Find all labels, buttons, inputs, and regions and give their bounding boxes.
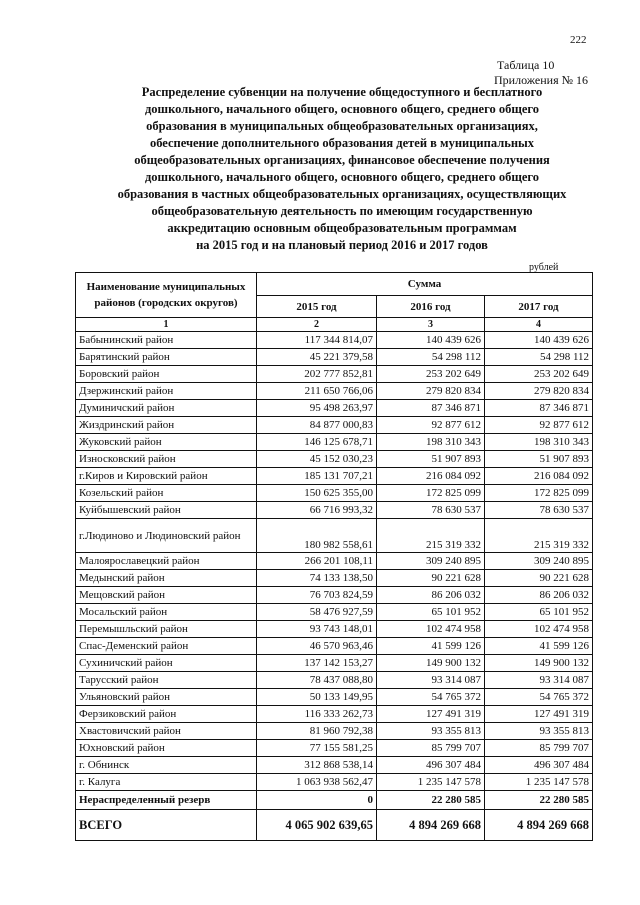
district-name: Жуковский район: [76, 434, 257, 451]
district-name: Мосальский район: [76, 604, 257, 621]
subsidy-distribution-table: [75, 272, 593, 841]
district-name: Боровский район: [76, 366, 257, 383]
amount-2016: 78 630 537: [377, 502, 485, 519]
title-line: на 2015 год и на плановый период 2016 и 2017 годов: [196, 238, 488, 252]
column-header-2015: 2015 год: [257, 296, 377, 318]
column-number-3: 3: [377, 318, 485, 332]
amount-2016: 41 599 126: [377, 638, 485, 655]
amount-2016: 496 307 484: [377, 757, 485, 774]
amount-2016: 309 240 895: [377, 553, 485, 570]
total-name: ВСЕГО: [76, 810, 257, 841]
amount-2017: 85 799 707: [485, 740, 593, 757]
total-2016: 4 894 269 668: [377, 810, 485, 841]
amount-2017: 496 307 484: [485, 757, 593, 774]
amount-2017: 87 346 871: [485, 400, 593, 417]
table-row: [76, 366, 593, 383]
table-row: [76, 468, 593, 485]
table-row: [76, 655, 593, 672]
amount-2017: 102 474 958: [485, 621, 593, 638]
amount-2016: 93 314 087: [377, 672, 485, 689]
table-row: [76, 689, 593, 706]
total-2015: 4 065 902 639,65: [257, 810, 377, 841]
table-row: [76, 604, 593, 621]
amount-2017: 140 439 626: [485, 332, 593, 349]
amount-2015: 117 344 814,07: [257, 332, 377, 349]
amount-2017: 41 599 126: [485, 638, 593, 655]
amount-2015: 81 960 792,38: [257, 723, 377, 740]
amount-2016: 65 101 952: [377, 604, 485, 621]
title-line: обеспечение дополнительного образования детей в муниципальных: [149, 136, 535, 150]
amount-2015: 76 703 824,59: [257, 587, 377, 604]
table-row: [76, 672, 593, 689]
amount-2017: 86 206 032: [485, 587, 593, 604]
district-name: Козельский район: [76, 485, 257, 502]
amount-2016: 86 206 032: [377, 587, 485, 604]
table-row: [76, 349, 593, 366]
title-line: Распределение субвенции на получение общедоступного и бесплатного: [141, 85, 543, 99]
district-name: Износковский район: [76, 451, 257, 468]
column-header-2016: 2016 год: [377, 296, 485, 318]
title-line: общеобразовательных организациях, финансовое обеспечение получения: [134, 153, 550, 167]
total-row: [76, 810, 593, 841]
district-name: Дзержинский район: [76, 383, 257, 400]
district-name: Юхновский район: [76, 740, 257, 757]
amount-2016: 92 877 612: [377, 417, 485, 434]
amount-2015: 50 133 149,95: [257, 689, 377, 706]
total-2017: 4 894 269 668: [485, 810, 593, 841]
amount-2017: 90 221 628: [485, 570, 593, 587]
document-title: [92, 84, 592, 254]
district-name: Барятинский район: [76, 349, 257, 366]
column-number-1: 1: [76, 318, 257, 332]
amount-2015: 146 125 678,71: [257, 434, 377, 451]
district-name: Куйбышевский район: [76, 502, 257, 519]
amount-2016: 149 900 132: [377, 655, 485, 672]
amount-2016: 85 799 707: [377, 740, 485, 757]
table-row: [76, 332, 593, 349]
amount-2017: 215 319 332: [485, 519, 593, 553]
table-row: [76, 553, 593, 570]
district-name: г.Людиново и Людиновский район: [76, 519, 257, 553]
amount-2015: 312 868 538,14: [257, 757, 377, 774]
title-line: дошкольного, начального общего, основного общего, среднего общего: [144, 102, 540, 116]
table-row: [76, 774, 593, 791]
amount-2015: 78 437 088,80: [257, 672, 377, 689]
district-name: Малоярославецкий район: [76, 553, 257, 570]
amount-2015: 202 777 852,81: [257, 366, 377, 383]
district-name: Ферзиковский район: [76, 706, 257, 723]
appendix-label: Приложения № 16: [494, 73, 589, 87]
amount-2015: 150 625 355,00: [257, 485, 377, 502]
amount-2015: 84 877 000,83: [257, 417, 377, 434]
table-row: [76, 570, 593, 587]
amount-2017: 198 310 343: [485, 434, 593, 451]
reserve-2016: 22 280 585: [377, 791, 485, 810]
title-line: образования в частных общеобразовательных организациях, осуществляющих: [117, 187, 567, 201]
amount-2015: 93 743 148,01: [257, 621, 377, 638]
district-name: Думиничский район: [76, 400, 257, 417]
column-header-name: Наименование муниципальных районов (городских округов): [76, 273, 257, 318]
table-row: [76, 757, 593, 774]
amount-2017: 309 240 895: [485, 553, 593, 570]
amount-2015: 66 716 993,32: [257, 502, 377, 519]
district-name: Бабынинский район: [76, 332, 257, 349]
title-line: дошкольного, начального общего, основного общего, среднего общего: [144, 170, 540, 184]
amount-2015: 74 133 138,50: [257, 570, 377, 587]
amount-2016: 102 474 958: [377, 621, 485, 638]
amount-2016: 90 221 628: [377, 570, 485, 587]
amount-2015: 116 333 262,73: [257, 706, 377, 723]
amount-2015: 58 476 927,59: [257, 604, 377, 621]
amount-2015: 1 063 938 562,47: [257, 774, 377, 791]
district-name: Медынский район: [76, 570, 257, 587]
amount-2015: 266 201 108,11: [257, 553, 377, 570]
amount-2016: 1 235 147 578: [377, 774, 485, 791]
title-line: образования в муниципальных общеобразовательных организациях,: [146, 119, 538, 133]
amount-2015: 45 152 030,23: [257, 451, 377, 468]
table-row: [76, 417, 593, 434]
table-row: [76, 519, 593, 553]
amount-2017: 93 355 813: [485, 723, 593, 740]
amount-2017: 279 820 834: [485, 383, 593, 400]
district-name: г. Калуга: [76, 774, 257, 791]
amount-2015: 137 142 153,27: [257, 655, 377, 672]
amount-2015: 77 155 581,25: [257, 740, 377, 757]
district-name: Хвастовичский район: [76, 723, 257, 740]
amount-2016: 216 084 092: [377, 468, 485, 485]
amount-2015: 46 570 963,46: [257, 638, 377, 655]
amount-2017: 93 314 087: [485, 672, 593, 689]
amount-2017: 51 907 893: [485, 451, 593, 468]
amount-2017: 127 491 319: [485, 706, 593, 723]
table-row: [76, 502, 593, 519]
page-number: 222: [570, 34, 587, 46]
amount-2015: 185 131 707,21: [257, 468, 377, 485]
column-header-sum: Сумма: [257, 273, 593, 296]
district-name: Жиздринский район: [76, 417, 257, 434]
amount-2016: 172 825 099: [377, 485, 485, 502]
district-name: г.Киров и Кировский район: [76, 468, 257, 485]
amount-2015: 45 221 379,58: [257, 349, 377, 366]
amount-2017: 54 298 112: [485, 349, 593, 366]
table-row: [76, 638, 593, 655]
amount-2016: 93 355 813: [377, 723, 485, 740]
table-row: [76, 740, 593, 757]
district-name: Сухиничский район: [76, 655, 257, 672]
title-line: общеобразовательную деятельность по имеющим государственную: [151, 204, 533, 218]
district-name: Тарусский район: [76, 672, 257, 689]
title-line: аккредитацию основным общеобразовательным программам: [167, 221, 517, 235]
amount-2015: 95 498 263,97: [257, 400, 377, 417]
column-header-2017: 2017 год: [485, 296, 593, 318]
column-number-2: 2: [257, 318, 377, 332]
amount-2016: 279 820 834: [377, 383, 485, 400]
amount-2017: 65 101 952: [485, 604, 593, 621]
table-body: [76, 332, 593, 791]
table-row: [76, 434, 593, 451]
reserve-2015: 0: [257, 791, 377, 810]
table-row: [76, 451, 593, 468]
amount-2017: 1 235 147 578: [485, 774, 593, 791]
amount-2016: 215 319 332: [377, 519, 485, 553]
table-row: [76, 485, 593, 502]
amount-2017: 149 900 132: [485, 655, 593, 672]
amount-2016: 54 298 112: [377, 349, 485, 366]
table-row: [76, 723, 593, 740]
district-name: Спас-Деменский район: [76, 638, 257, 655]
table-row: [76, 706, 593, 723]
unit-label: рублей: [529, 262, 559, 273]
table-row: [76, 400, 593, 417]
amount-2017: 54 765 372: [485, 689, 593, 706]
amount-2017: 92 877 612: [485, 417, 593, 434]
amount-2016: 198 310 343: [377, 434, 485, 451]
amount-2016: 127 491 319: [377, 706, 485, 723]
reserve-name: Нераспределенный резерв: [76, 791, 257, 810]
table-row: [76, 383, 593, 400]
table-row: [76, 587, 593, 604]
district-name: г. Обнинск: [76, 757, 257, 774]
amount-2015: 180 982 558,61: [257, 519, 377, 553]
district-name: Перемышльский район: [76, 621, 257, 638]
amount-2016: 87 346 871: [377, 400, 485, 417]
amount-2017: 78 630 537: [485, 502, 593, 519]
amount-2015: 211 650 766,06: [257, 383, 377, 400]
amount-2017: 216 084 092: [485, 468, 593, 485]
amount-2016: 54 765 372: [377, 689, 485, 706]
district-name: Мещовский район: [76, 587, 257, 604]
table-row: [76, 621, 593, 638]
table-number: Таблица 10: [497, 58, 555, 72]
reserve-row: [76, 791, 593, 810]
amount-2017: 172 825 099: [485, 485, 593, 502]
column-number-4: 4: [485, 318, 593, 332]
amount-2016: 140 439 626: [377, 332, 485, 349]
district-name: Ульяновский район: [76, 689, 257, 706]
reserve-2017: 22 280 585: [485, 791, 593, 810]
amount-2016: 253 202 649: [377, 366, 485, 383]
amount-2016: 51 907 893: [377, 451, 485, 468]
amount-2017: 253 202 649: [485, 366, 593, 383]
